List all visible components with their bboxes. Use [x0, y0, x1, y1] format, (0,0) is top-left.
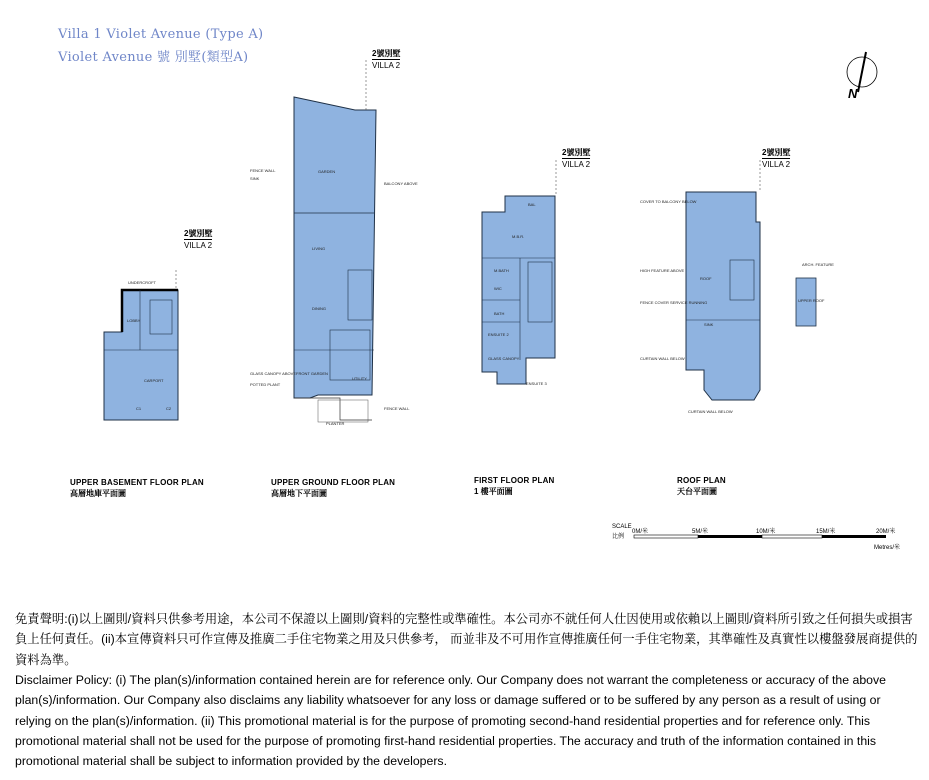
disclaimer-en: Disclaimer Policy: (i) The plan(s)/information contained herein are for reference only. Our Company does not warrant the completeness or accuracy of the above plan(s)/information. Our Company also disclaims any liability whatsoever for any loss or damage suffered or to be suffered by any person as a result of using or relying on the plan(s)/information. (ii) This promotional material is for the purpose of promoting second-hand residential properties and for reference only. This promotional material shall not be used for the purpose of promoting first-hand residential properties. The accuracy and truth of the information contained in this promotional material shall be subject to information provided by the developers.: [15, 673, 886, 769]
disclaimer-zh: 免責聲明:(i)以上圖則/資料只供參考用途，本公司不保證以上圖則/資料的完整性或準確性。本公司亦不就任何人仕因使用或依賴以上圖則/資料所引致之任何損失或損害負上任何責任。(ii)本宣傳資料只可作宣傳及推廣二手住宅物業之用及只供參考， 而並非及不可用作宣傳推廣任何一手住宅物業，其準確性及真實性以樓盤發展商提供的資料為準。: [15, 612, 918, 667]
room-label: GLASS CANOPY: [488, 356, 520, 361]
scale-label-zh: 比例: [612, 534, 625, 540]
room-label: UPPER ROOF: [798, 298, 825, 303]
plan-title-zh: Violet Avenue 號 別墅(類型A): [58, 50, 249, 65]
room-label: GLASS CANOPY ABOVE: [250, 371, 296, 376]
scale-unit: Metres/米: [874, 545, 901, 551]
plan-name-basement: UPPER BASEMENT FLOOR PLAN: [70, 478, 204, 487]
room-label: ARCH. FEATURE: [802, 262, 834, 267]
room-label: CARPORT: [144, 378, 164, 383]
room-label: M.B.R.: [512, 234, 525, 239]
room-label: DINING: [312, 306, 326, 311]
room-label: SINK: [704, 322, 714, 327]
villa-2-tag: 2號別墅 VILLA 2: [562, 148, 591, 169]
villa-2-tag: 2號別墅 VILLA 2: [372, 49, 401, 70]
villa-2-tag: 2號別墅 VILLA 2: [184, 229, 213, 250]
room-label: BATH: [494, 311, 505, 316]
room-label: GARDEN: [318, 169, 336, 174]
room-label: CURTAIN WALL BELOW: [688, 409, 733, 414]
room-label: ENSUITE 2: [488, 332, 509, 337]
room-label: BAL: [528, 202, 536, 207]
room-label: BALCONY ABOVE: [384, 181, 418, 186]
room-label: LOBBY: [127, 318, 141, 323]
plan-name-roof: ROOF PLAN: [677, 476, 726, 485]
room-label: COVER TO BALCONY BELOW: [640, 199, 697, 204]
roof-plan: [640, 160, 834, 414]
villa-2-tag: 2號別墅 VILLA 2: [762, 148, 791, 169]
plan-name-first: FIRST FLOOR PLAN: [474, 476, 555, 485]
room-label: SINK: [250, 176, 260, 181]
plan-name-ground-zh: 高層地下平面圖: [271, 489, 327, 498]
room-label: FENCE COVER SERVICE RUNNING: [640, 300, 708, 305]
first-floor-plan: [482, 160, 556, 386]
scale-tick: 15M/米: [816, 529, 836, 535]
room-label: ROOF: [700, 276, 712, 281]
room-label: C2: [166, 406, 172, 411]
scale-tick: 20M/米: [876, 529, 896, 535]
scale-label: SCALE: [612, 524, 632, 530]
scale-tick: 0M/米: [632, 529, 649, 535]
room-label: C1: [136, 406, 142, 411]
north-label: N: [848, 86, 858, 101]
room-label: FRONT GARDEN: [296, 371, 328, 376]
room-label: WIC: [494, 286, 502, 291]
scale-tick: 5M/米: [692, 529, 709, 535]
upper-basement-plan: [104, 270, 178, 420]
room-label: POTTED PLANT: [250, 382, 281, 387]
room-label: UTILITY: [352, 376, 367, 381]
upper-ground-plan: [250, 60, 418, 426]
room-label: M.BATH: [494, 268, 509, 273]
plan-title-en: Villa 1 Violet Avenue (Type A): [58, 27, 264, 42]
room-label: PLANTER: [326, 421, 345, 426]
room-label: FENCE WALL: [384, 406, 410, 411]
room-label: CURTAIN WALL BELOW: [640, 356, 685, 361]
plan-name-roof-zh: 天台平面圖: [677, 487, 717, 496]
scale-tick: 10M/米: [756, 529, 776, 535]
plan-name-ground: UPPER GROUND FLOOR PLAN: [271, 478, 396, 487]
room-label: LIVING: [312, 246, 326, 251]
room-label: FENCE WALL: [250, 168, 276, 173]
room-label: ENSUITE 3: [526, 381, 547, 386]
plan-name-basement-zh: 高層地庫平面圖: [70, 489, 126, 498]
room-label: HIGH FEATURE ABOVE: [640, 268, 685, 273]
scale-bar: [634, 535, 886, 538]
plan-name-first-zh: 1 樓平面圖: [474, 487, 513, 496]
room-label: UNDERCROFT: [128, 280, 156, 285]
